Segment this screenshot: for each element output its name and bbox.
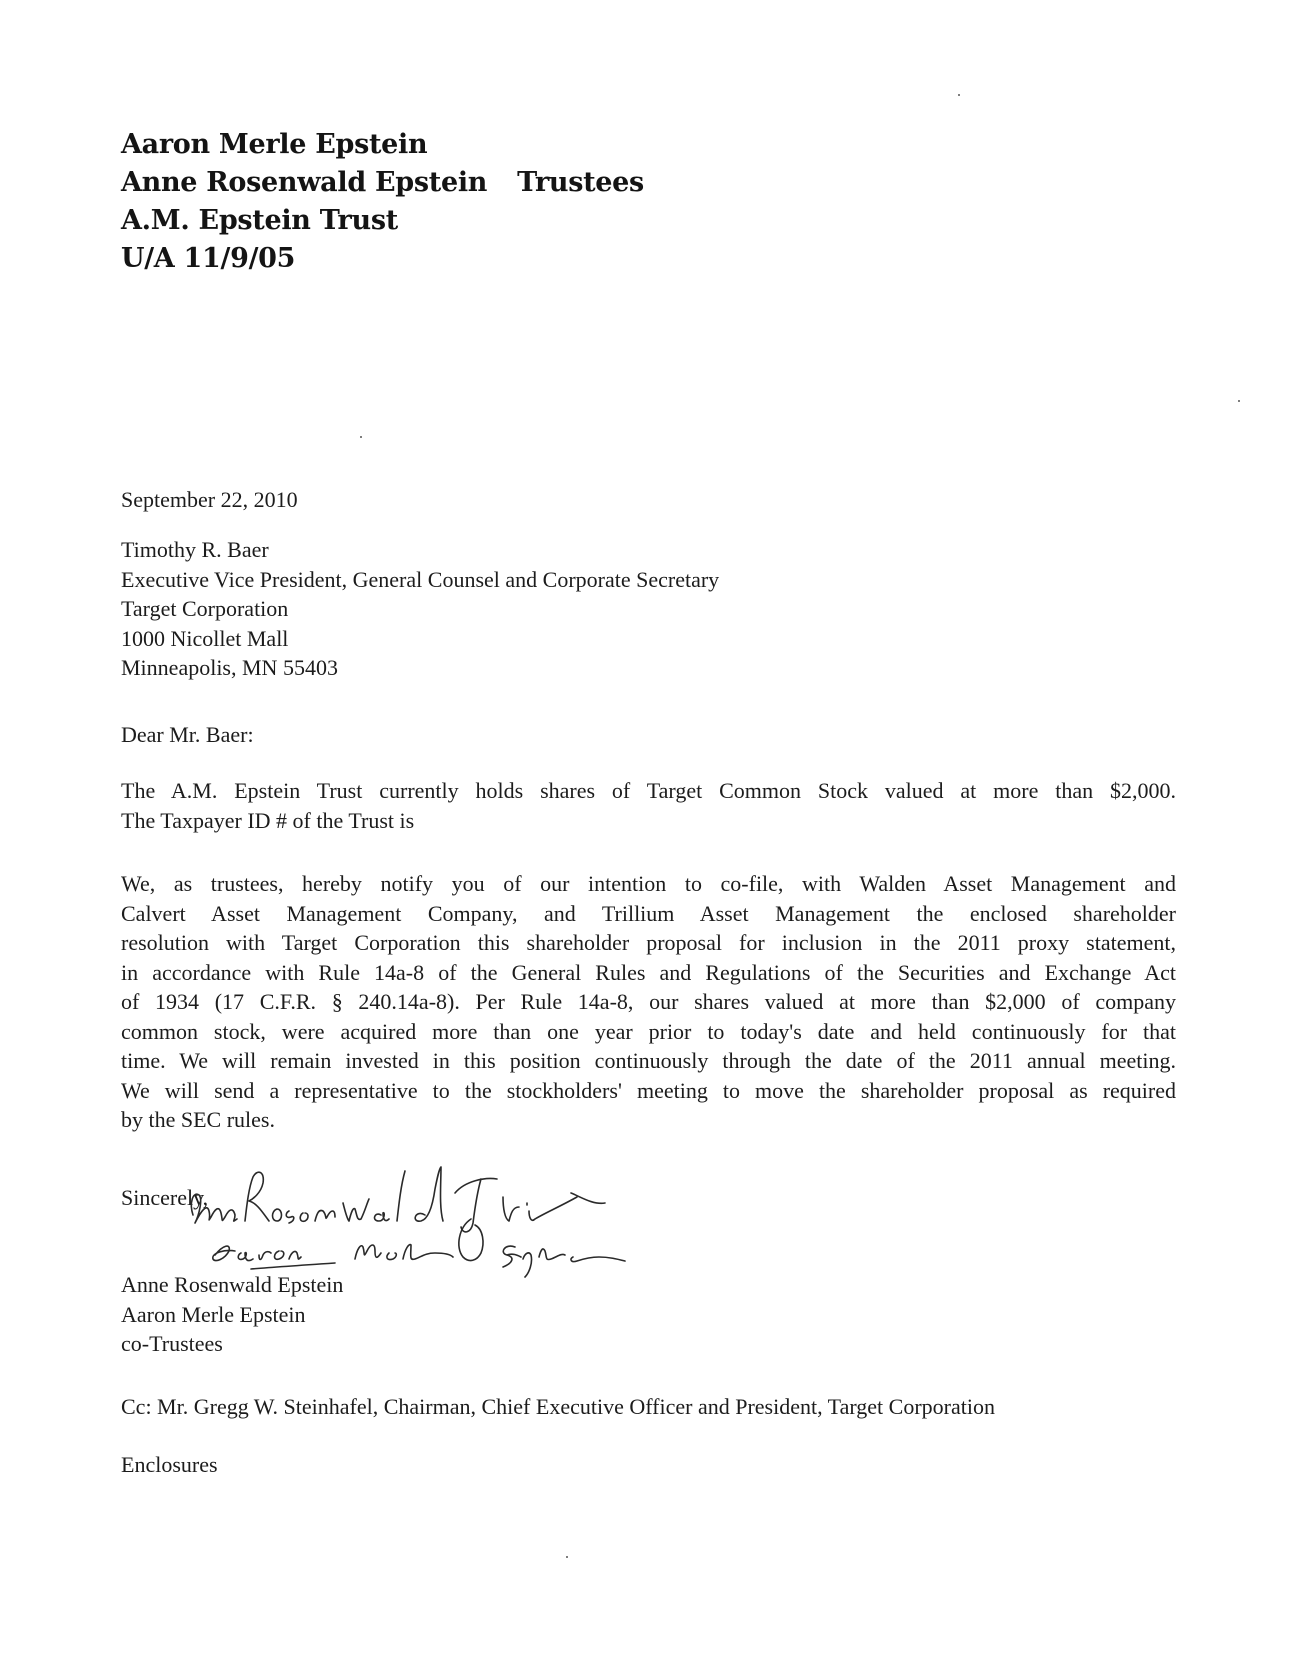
letterhead-trust-name: A.M. Epstein Trust [121, 205, 398, 236]
paragraph-line: of 1934 (17 C.F.R. § 240.14a-8). Per Rule 14a-8, our shares valued at more than $2,000 of company [121, 989, 1176, 1014]
recipient-address [121, 535, 1176, 683]
recipient-name: Timothy R. Baer [121, 537, 269, 562]
signer-role: co-Trustees [121, 1331, 223, 1356]
cc-line [121, 1392, 1176, 1422]
recipient-city: Minneapolis, MN 55403 [121, 655, 338, 680]
date-text: September 22, 2010 [121, 487, 298, 512]
handwritten-signature [185, 1163, 675, 1283]
letterhead-name-2: Anne Rosenwald Epstein [121, 167, 488, 198]
paragraph-line: We will send a representative to the stockholders' meeting to move the shareholder proposal as required [121, 1077, 1176, 1103]
scan-speck [566, 1556, 568, 1558]
closing-text: Sincerely, [121, 1185, 209, 1210]
paragraph-line: The A.M. Epstein Trust currently holds shares of Target Common Stock valued at more than $2,000. [121, 778, 1176, 803]
enclosures-text: Enclosures [121, 1452, 218, 1477]
scan-speck [958, 94, 960, 96]
paragraph-line: time. We will remain invested in this position continuously through the date of the 2011 annual meeting. [121, 1048, 1176, 1073]
letter-date [121, 485, 1176, 515]
paragraph-line: resolution with Target Corporation this shareholder proposal for inclusion in the 2011 proxy statement, [121, 930, 1176, 955]
letterhead-name-1: Aaron Merle Epstein [121, 129, 428, 160]
paragraph-line: in accordance with Rule 14a-8 of the General Rules and Regulations of the Securities and Exchange Act [121, 959, 1176, 985]
recipient-street: 1000 Nicollet Mall [121, 625, 289, 651]
scan-speck [1238, 400, 1240, 402]
enclosures-note [121, 1450, 1176, 1480]
paragraph-line: The Taxpayer ID # of the Trust is [121, 807, 415, 833]
signer-block [121, 1270, 1176, 1359]
letterhead-line-2 [121, 164, 644, 202]
paragraph-notice [121, 869, 1176, 1135]
letterhead-role: Trustees [517, 167, 644, 198]
paragraph-line: by the SEC rules. [121, 1107, 275, 1132]
signer-name-1: Anne Rosenwald Epstein [121, 1272, 344, 1297]
recipient-company: Target Corporation [121, 596, 289, 621]
recipient-title: Executive Vice President, General Counsel and Corporate Secretary [121, 566, 720, 592]
paragraph-holdings [121, 776, 1176, 835]
salutation-text: Dear Mr. Baer: [121, 722, 254, 747]
paragraph-line: common stock, were acquired more than one year prior to today's date and held continuously for that [121, 1018, 1176, 1044]
signer-name-2: Aaron Merle Epstein [121, 1301, 306, 1327]
paragraph-line: Calvert Asset Management Company, and Trillium Asset Management the enclosed shareholder [121, 900, 1176, 926]
letterhead-trust-date: U/A 11/9/05 [121, 243, 296, 274]
letterhead [121, 126, 644, 278]
cc-text: Cc: Mr. Gregg W. Steinhafel, Chairman, Chief Executive Officer and President, Target Corporation [121, 1394, 995, 1419]
salutation [121, 720, 1176, 750]
scan-speck [360, 436, 362, 438]
paragraph-line: We, as trustees, hereby notify you of our intention to co-file, with Walden Asset Management and [121, 871, 1176, 896]
